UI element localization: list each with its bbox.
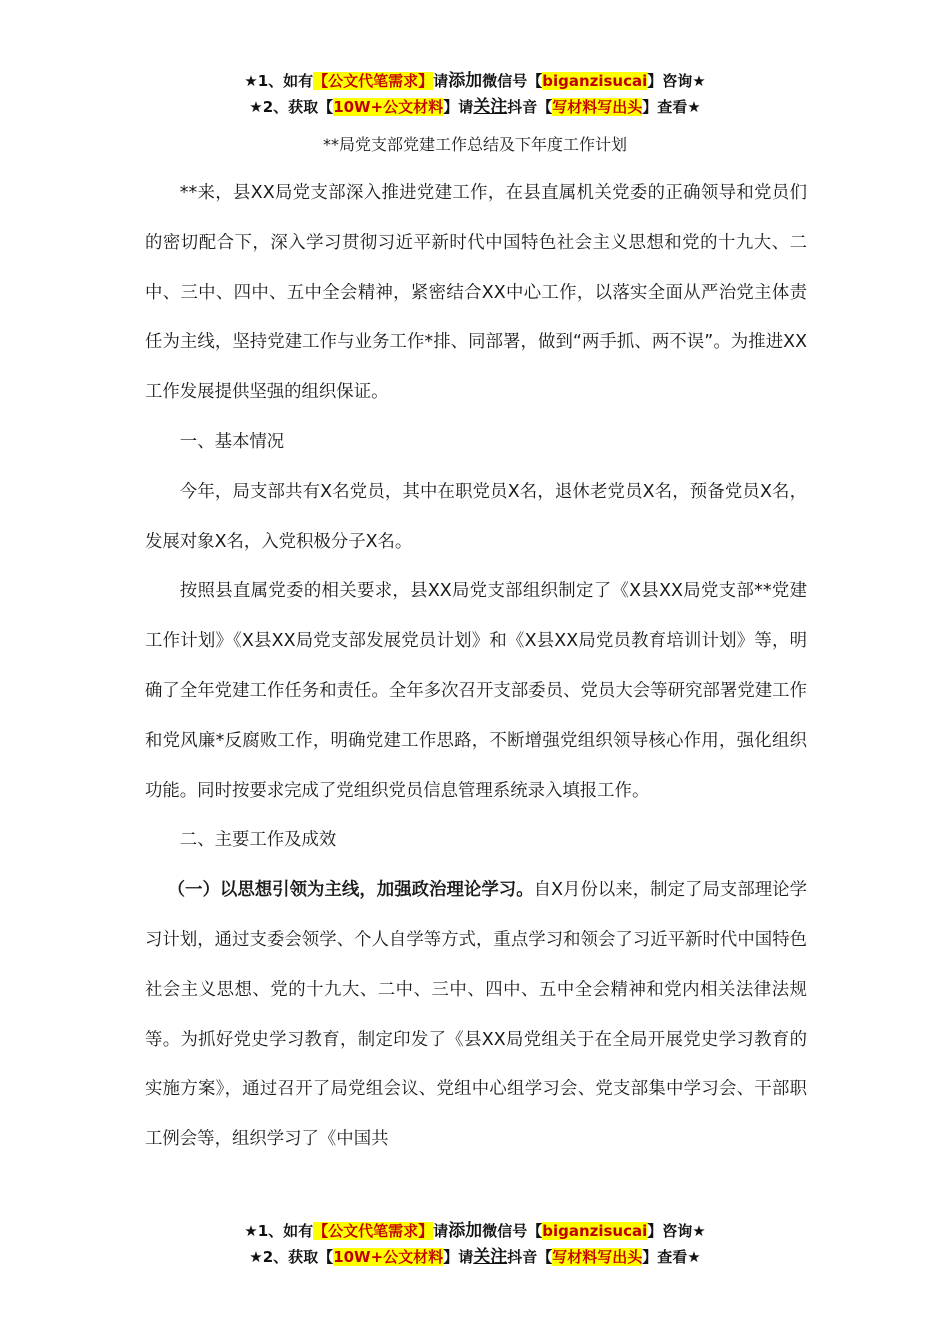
banner-text: 】请 — [443, 98, 474, 116]
section-heading-1: 一、基本情况 — [179, 431, 285, 452]
paragraph-plans: 按照县直属党委的相关要求，县XX局党支部组织制定了《X县XX局党支部**党建工作计划》《X县XX局党支部发展党员计划》和《X县XX局党员教育培训计划》等，明确了全年党建工作任务和责任。全年多次召开支部委员、党员大会等研究部署党建工作和党风廉*反腐败工作，明确党建工作思路，不断增强党组织领导核心作用，强化组织功能。同时按要求完成了党组织党员信息管理系统录入填报工作。 — [145, 581, 807, 801]
top-banner — [0, 68, 950, 120]
banner-text: 微信号【 — [482, 1222, 543, 1240]
banner-text: ★1、如有 — [244, 72, 314, 90]
banner-highlight: 写材料写出头 — [552, 98, 643, 116]
banner-text: 】查看★ — [642, 1248, 701, 1266]
banner-highlight: 10W+公文材料 — [333, 98, 444, 116]
banner-text: 请 — [433, 1222, 449, 1240]
banner-line-2 — [0, 94, 950, 120]
banner-text: ★2、获取【 — [249, 98, 334, 116]
banner-highlight: biganzisucai — [542, 72, 648, 90]
banner-highlight: biganzisucai — [542, 1222, 648, 1240]
banner-highlight: 【公文代笔需求】 — [313, 72, 434, 90]
banner-text: ★1、如有 — [244, 1222, 314, 1240]
banner-text: 】查看★ — [642, 98, 701, 116]
banner-emphasis: 添加 — [448, 71, 483, 91]
banner-text: 抖音【 — [507, 98, 553, 116]
banner-line-1 — [0, 68, 950, 94]
banner-text: 】咨询★ — [647, 72, 706, 90]
paragraph-theory-study — [145, 866, 807, 1165]
banner-text: 微信号【 — [482, 72, 543, 90]
paragraph-basic-info: 今年，局支部共有X名党员，其中在职党员X名，退休老党员X名，预备党员X名，发展对象X名，入党积极分子X名。 — [145, 481, 807, 552]
banner-highlight: 10W+公文材料 — [333, 1248, 444, 1266]
banner-emphasis: 添加 — [448, 1221, 483, 1241]
bottom-banner — [0, 1218, 950, 1270]
paragraph-intro: **来，县XX局党支部深入推进党建工作，在县直属机关党委的正确领导和党员们的密切配合下，深入学习贯彻习近平新时代中国特色社会主义思想和党的十九大、二中、三中、四中、五中全会精神，紧密结合XX中心工作，以落实全面从严治党主体责任为主线，坚持党建工作与业务工作*排、同部署，做到“两手抓、两不误”。为推进XX工作发展提供坚强的组织保证。 — [145, 183, 807, 403]
document-title: **局党支部党建工作总结及下年度工作计划 — [322, 135, 627, 154]
banner-text: 】咨询★ — [647, 1222, 706, 1240]
subheading-lead: （一）以思想引领为主线，加强政治理论学习。 — [167, 880, 534, 901]
banner-highlight: 【公文代笔需求】 — [313, 1222, 434, 1240]
banner-highlight: 写材料写出头 — [552, 1248, 643, 1266]
document-body — [145, 169, 807, 1165]
banner-emphasis: 关注 — [473, 97, 508, 117]
banner-text: 请 — [433, 72, 449, 90]
banner-text: 】请 — [443, 1248, 474, 1266]
banner-line-2 — [0, 1244, 950, 1270]
banner-emphasis: 关注 — [473, 1247, 508, 1267]
banner-text: 抖音【 — [507, 1248, 553, 1266]
banner-text: ★2、获取【 — [249, 1248, 334, 1266]
section-heading-2: 二、主要工作及成效 — [179, 830, 337, 851]
paragraph-text: 自X月份以来，制定了局支部理论学习计划，通过支委会领学、个人自学等方式，重点学习和领会了习近平新时代中国特色社会主义思想、党的十九大、二中、三中、四中、五中全会精神和党内相关法律法规等。为抓好党史学习教育，制定印发了《县XX局党组关于在全局开展党史学习教育的实施方案》，通过召开了局党组会议、党组中心组学习会、党支部集中学习会、干部职工例会等，组织学习了《中国共 — [145, 880, 807, 1150]
banner-line-1 — [0, 1218, 950, 1244]
